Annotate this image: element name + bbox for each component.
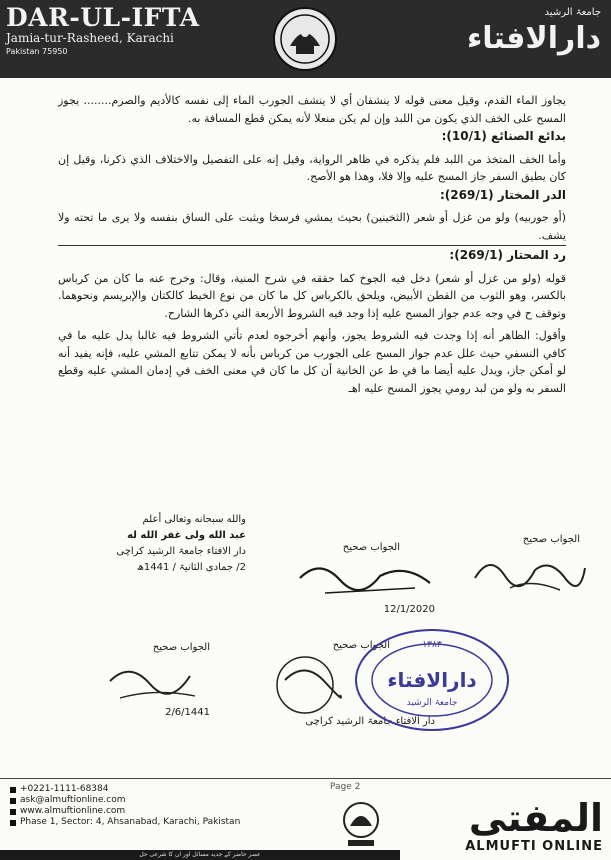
signature-scribble-a [470,548,590,596]
footer-divider [0,778,611,779]
reference-heading-durr: الدر المختار (269/1): [439,187,566,202]
institution-emblem-icon [272,6,338,72]
seal-title: دارالافتاء [387,668,477,692]
signoff-a-label: الجواب صحیح [522,534,580,545]
letterhead-banner [0,0,611,78]
signoff-b [300,540,400,556]
signoff-c-label: الجواب صحیح [152,642,210,653]
signoff-b-label: الجواب صحیح [342,542,400,553]
footer-address: Phase 1, Sector: 4, Ahsanabad, Karachi, Pakistan [20,817,241,827]
paragraph-1: يجاوز الماء القدم، وقيل معنى قوله لا ينشفان أي لا ينشف الجورب الماء إلى نفسه كالأديم والصرم........ يجوز المسح على الخف الذي يكون من اللبد وإن لم يكن منعلا لأنه يمكن قطع المسافة به. [58,94,566,125]
website-icon [10,809,16,815]
signoff-a [470,532,580,548]
signature-date: 2/ جمادی الثانیۃ / 1441ھ [136,562,246,573]
phone-icon [10,787,16,793]
brand-urdu: المفتی [468,796,603,840]
paragraph-4: قوله (ولو من غزل أو شعر) دخل فيه الجوخ كما حققه في شرح المنية، وقال: وخرج عنه ما كان من كرباس بالكسر، وهو الثوب من القطن الأبيض، ويلحق بالكرباس كل ما كان من نوع الخيط كالكتان والإبريسم ونحوهما. وتوقف ح في وجه عدم جواز المسح عليه إذا وجد فيه الشروط الأربعة التي ذكرها الشارح. [58,271,566,320]
brand-english: ALMUFTI ONLINE [465,839,603,854]
footer-website: www.almuftionline.com [20,806,126,816]
footer-email: ask@almuftionline.com [20,795,126,805]
signature-scribble-d [270,650,350,720]
email-icon [10,798,16,804]
signoff-c [110,640,210,656]
page-number: Page 2 [330,782,361,792]
letterhead-urdu [467,6,601,59]
letterhead-english [6,4,200,57]
footer-brand [413,796,603,860]
fatwa-body [58,92,566,397]
signoff-d-label: الجواب صحیح [332,640,390,651]
seal-subtitle: جامعۃ الرشید [406,698,458,708]
signature-name: عبد الله ولی غفر الله له [127,530,246,541]
footer-phone: +0221-1111-68384 [20,784,109,794]
letterhead-location-en: Pakistan 75950 [6,47,68,56]
address-icon [10,820,16,826]
letterhead-urdu-small: جامعۃ الرشید [544,7,601,18]
reference-heading-badai: بدائع الصنائع (10/1): [441,129,566,143]
signature-scribble-b [295,558,435,608]
official-seal-stamp [352,625,512,735]
mufti-signature-block [96,512,246,576]
paragraph-5: وأقول: الظاهر أنه إذا وجدت فيه الشروط يجوز، وأنهم أخرجوه لعدم تأتي الشروط فيه غالبا يدل عليه ما في كافي النسفي حيث علل عدم جواز المسح على الجورب من كرباس بأنه لا يمكن تتابع المشي عليه، فإنه يفيد أنه لو أمكن جاز، ويدل عليه أيضا ما في ط عن الخانية أن كل ما كان في معنى الخف في إدمان المشي عليه وقطع السفر به ولو من لبد رومي يجوز المسح عليه اهـ [58,329,566,395]
seal-year: ۱۳۸۳ [422,640,442,650]
signoff-dept: دار الافتاء جامعۃ الرشید کراچی [305,716,435,727]
footer-strip: عصر حاضر کے جدید مسائل اور ان کا شرعی حل [0,850,400,860]
paragraph-3: (أو جوربيه) ولو من غزل أو شعر (الثخينين) بحيث يمشي فرسخا ويثبت على الساق بنفسه ولا يرى ما تحته ولا يشف. [58,209,566,246]
letterhead-subtitle-en: Jamia-tur-Rasheed, Karachi [6,31,174,45]
signature-institution: دار الافتاء جامعۃ الرشید کراچی [116,546,246,557]
signoff-b-date: 12/1/2020 [383,604,435,615]
signature-line-1: والله سبحانه وتعالى أعلم [142,514,246,525]
signature-scribble-c [100,656,210,706]
footer-contact [10,784,240,828]
signoff-c-date: 2/6/1441 [165,707,210,718]
paragraph-2: وأما الخف المتخذ من اللبد فلم يذكره في ظاهر الرواية، وقيل إنه على التفصيل والاختلاف الذي ذكرنا، وقيل إن كان يطيق السفر جاز المسح عليه وإلا فلا، وهذا هو الأصح. [58,152,566,183]
letterhead-footer [0,778,611,860]
footer-emblem-icon [340,800,382,850]
letterhead-title-ur: دارالافتاء [466,21,601,56]
letterhead-title-en: DAR-UL-IFTA [6,3,200,32]
reference-heading-radd: رد المحتار (269/1): [449,248,566,262]
